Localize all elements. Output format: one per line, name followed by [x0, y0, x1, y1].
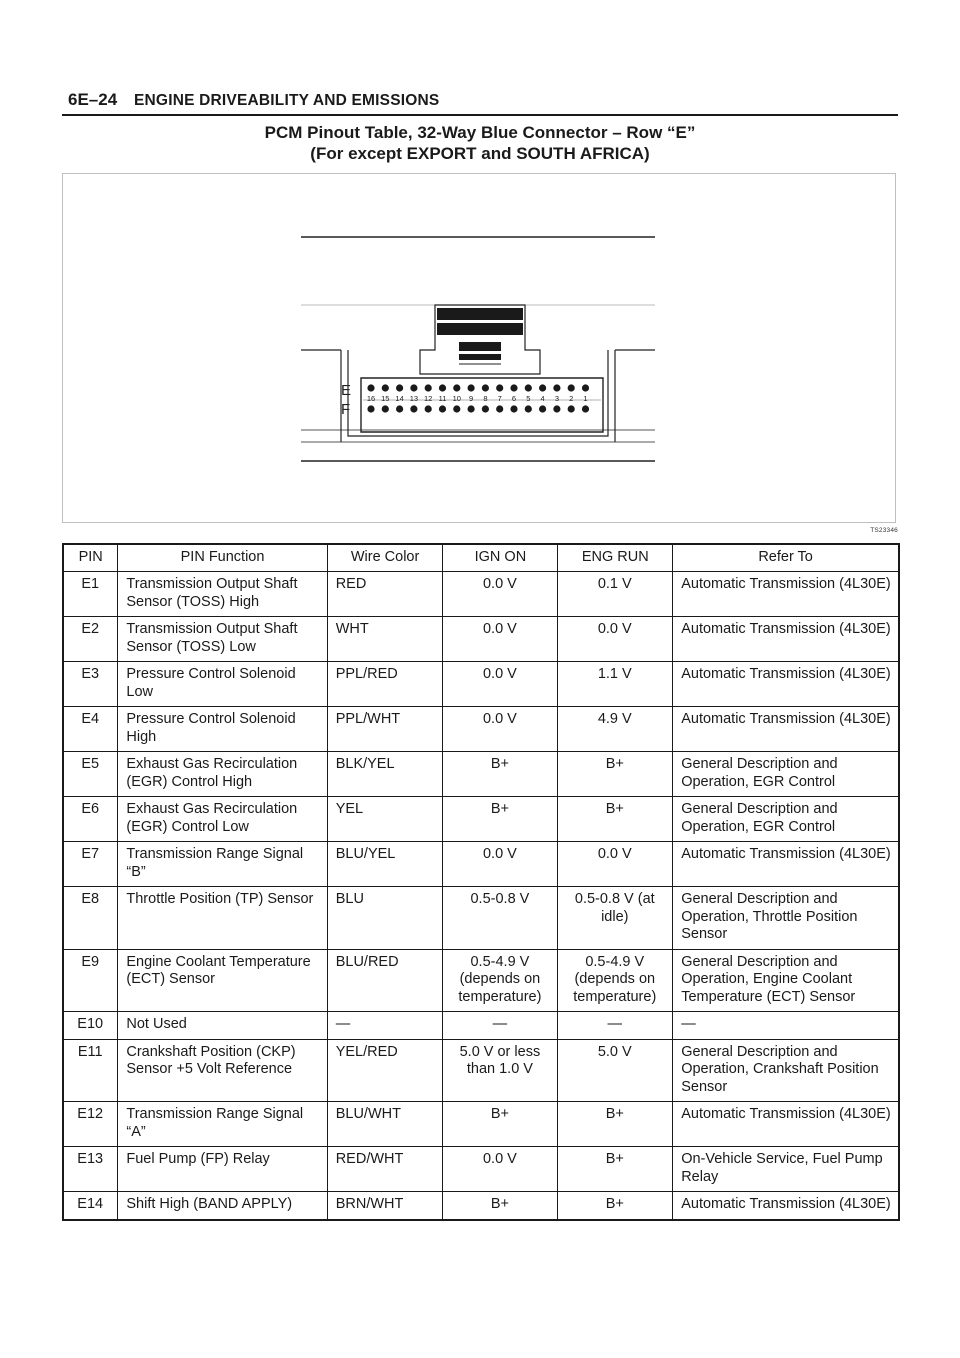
table-row [63, 842, 899, 887]
connector-diagram [63, 174, 897, 524]
pin-f-8 [482, 405, 489, 412]
cell-wire-color: PPL/RED [327, 662, 443, 707]
pin-number-label: 8 [483, 394, 488, 403]
cell-ign-on: — [443, 1012, 558, 1040]
header-eng-run: ENG RUN [558, 544, 673, 572]
cell-eng-run: 5.0 V [558, 1039, 673, 1102]
pin-e-8 [482, 384, 489, 391]
cell-wire-color: RED [327, 572, 443, 617]
cell-ign-on: 0.0 V [443, 572, 558, 617]
pin-number-label: 1 [583, 394, 588, 403]
cell-refer-to: Automatic Transmission (4L30E) [673, 842, 899, 887]
pin-e-14 [396, 384, 403, 391]
header-rule [62, 114, 898, 116]
table-row [63, 949, 899, 1012]
cell-refer-to: Automatic Transmission (4L30E) [673, 1192, 899, 1220]
cell-refer-to: Automatic Transmission (4L30E) [673, 617, 899, 662]
table-row [63, 617, 899, 662]
cell-ign-on: 0.0 V [443, 1147, 558, 1192]
header-wire-color: Wire Color [327, 544, 443, 572]
pin-number-label: 5 [526, 394, 531, 403]
pin-e-5 [525, 384, 532, 391]
cell-function: Not Used [118, 1012, 327, 1040]
pin-number-label: 3 [554, 394, 559, 403]
cell-pin: E10 [63, 1012, 118, 1040]
cell-refer-to: General Description and Operation, EGR Control [673, 797, 899, 842]
pin-number-labels [367, 394, 588, 403]
cell-pin: E13 [63, 1147, 118, 1192]
pin-number-label: 11 [438, 394, 447, 403]
cell-function: Throttle Position (TP) Sensor [118, 887, 327, 950]
cell-function: Engine Coolant Temperature (ECT) Sensor [118, 949, 327, 1012]
cell-pin: E6 [63, 797, 118, 842]
cell-refer-to: General Description and Operation, Crankshaft Position Sensor [673, 1039, 899, 1102]
table-row [63, 887, 899, 950]
cell-eng-run: 0.0 V [558, 617, 673, 662]
cell-function: Exhaust Gas Recirculation (EGR) Control High [118, 752, 327, 797]
cell-pin: E9 [63, 949, 118, 1012]
cell-pin: E11 [63, 1039, 118, 1102]
cell-refer-to: General Description and Operation, Engine Coolant Temperature (ECT) Sensor [673, 949, 899, 1012]
pin-e-16 [367, 384, 374, 391]
cell-eng-run: 0.5-4.9 V (depends on temperature) [558, 949, 673, 1012]
cell-wire-color: YEL/RED [327, 1039, 443, 1102]
pin-number-label: 2 [569, 394, 574, 403]
header-pin-function: PIN Function [118, 544, 327, 572]
table-row [63, 662, 899, 707]
cell-function: Pressure Control Solenoid High [118, 707, 327, 752]
pin-f-4 [539, 405, 546, 412]
table-row [63, 707, 899, 752]
pin-e-15 [382, 384, 389, 391]
table-row [63, 1102, 899, 1147]
pin-number-label: 10 [452, 394, 461, 403]
cell-pin: E7 [63, 842, 118, 887]
table-header-row [63, 544, 899, 572]
pin-f-3 [553, 405, 560, 412]
cell-wire-color: PPL/WHT [327, 707, 443, 752]
pin-number-label: 13 [409, 394, 419, 403]
cell-function: Transmission Output Shaft Sensor (TOSS) High [118, 572, 327, 617]
cell-wire-color: RED/WHT [327, 1147, 443, 1192]
cell-refer-to: On-Vehicle Service, Fuel Pump Relay [673, 1147, 899, 1192]
table-row [63, 797, 899, 842]
pin-number-label: 16 [366, 394, 376, 403]
cell-function: Transmission Output Shaft Sensor (TOSS) Low [118, 617, 327, 662]
pin-f-11 [439, 405, 446, 412]
cell-wire-color: BLU/YEL [327, 842, 443, 887]
figure-code: TS23346 [870, 527, 898, 534]
table-row [63, 572, 899, 617]
pin-number-label: 14 [395, 394, 404, 403]
pin-e-2 [568, 384, 575, 391]
table-row [63, 1192, 899, 1220]
cell-ign-on: B+ [443, 1102, 558, 1147]
table-row [63, 1012, 899, 1040]
cell-eng-run: 0.5-0.8 V (at idle) [558, 887, 673, 950]
cell-ign-on: B+ [443, 752, 558, 797]
section-title: ENGINE DRIVEABILITY AND EMISSIONS [134, 92, 440, 109]
cell-eng-run: B+ [558, 1102, 673, 1147]
cell-eng-run: B+ [558, 797, 673, 842]
cell-pin: E4 [63, 707, 118, 752]
cell-refer-to: Automatic Transmission (4L30E) [673, 707, 899, 752]
row-label-f: F [341, 401, 351, 418]
pin-number-label: 12 [424, 394, 433, 403]
cell-wire-color: BLK/YEL [327, 752, 443, 797]
pin-e-1 [582, 384, 589, 391]
pin-f-2 [568, 405, 575, 412]
pin-number-label: 9 [469, 394, 474, 403]
table-title-line2: (For except EXPORT and SOUTH AFRICA) [310, 144, 650, 163]
table-row [63, 752, 899, 797]
cell-ign-on: 0.5-4.9 V (depends on temperature) [443, 949, 558, 1012]
header-ign-on: IGN ON [443, 544, 558, 572]
pin-f-13 [410, 405, 417, 412]
pin-f-1 [582, 405, 589, 412]
pin-number-label: 7 [497, 394, 502, 403]
header-refer-to: Refer To [673, 544, 899, 572]
page-number: 6E–24 [68, 90, 118, 109]
cell-wire-color: WHT [327, 617, 443, 662]
cell-eng-run: 0.0 V [558, 842, 673, 887]
header-pin: PIN [63, 544, 118, 572]
table-title-line1: PCM Pinout Table, 32-Way Blue Connector – Row “E” [264, 123, 696, 142]
table-title [62, 122, 898, 164]
cell-pin: E14 [63, 1192, 118, 1220]
pin-number-label: 15 [381, 394, 390, 403]
cell-ign-on: 0.0 V [443, 617, 558, 662]
pin-e-6 [510, 384, 517, 391]
cell-wire-color: YEL [327, 797, 443, 842]
cell-eng-run: 4.9 V [558, 707, 673, 752]
pin-number-label: 4 [540, 394, 545, 403]
cell-function: Exhaust Gas Recirculation (EGR) Control Low [118, 797, 327, 842]
table-row [63, 1039, 899, 1102]
cell-refer-to: Automatic Transmission (4L30E) [673, 572, 899, 617]
cell-refer-to: General Description and Operation, EGR Control [673, 752, 899, 797]
cell-ign-on: 0.0 V [443, 707, 558, 752]
cell-ign-on: 0.0 V [443, 842, 558, 887]
pin-f-6 [510, 405, 517, 412]
cell-eng-run: 1.1 V [558, 662, 673, 707]
connector-figure [62, 173, 896, 523]
cell-function: Transmission Range Signal “A” [118, 1102, 327, 1147]
pin-f-12 [425, 405, 432, 412]
cell-ign-on: 0.5-0.8 V [443, 887, 558, 950]
pin-e-10 [453, 384, 460, 391]
pin-f-7 [496, 405, 503, 412]
pin-e-12 [425, 384, 432, 391]
cell-wire-color: BLU [327, 887, 443, 950]
cell-eng-run: B+ [558, 1147, 673, 1192]
cell-eng-run: B+ [558, 1192, 673, 1220]
pin-e-11 [439, 384, 446, 391]
pin-f-10 [453, 405, 460, 412]
pin-e-9 [468, 384, 475, 391]
cell-function: Shift High (BAND APPLY) [118, 1192, 327, 1220]
cell-pin: E12 [63, 1102, 118, 1147]
pin-f-9 [468, 405, 475, 412]
cell-wire-color: BLU/WHT [327, 1102, 443, 1147]
cell-wire-color: BRN/WHT [327, 1192, 443, 1220]
cell-function: Transmission Range Signal “B” [118, 842, 327, 887]
cell-ign-on: 0.0 V [443, 662, 558, 707]
cell-function: Crankshaft Position (CKP) Sensor +5 Volt Reference [118, 1039, 327, 1102]
pin-e-13 [410, 384, 417, 391]
cell-wire-color: — [327, 1012, 443, 1040]
pin-f-16 [367, 405, 374, 412]
cell-ign-on: B+ [443, 797, 558, 842]
pin-f-14 [396, 405, 403, 412]
pin-number-label: 6 [511, 394, 517, 403]
table-row [63, 1147, 899, 1192]
pin-e-7 [496, 384, 503, 391]
cell-pin: E5 [63, 752, 118, 797]
cell-function: Fuel Pump (FP) Relay [118, 1147, 327, 1192]
cell-eng-run: B+ [558, 752, 673, 797]
cell-pin: E8 [63, 887, 118, 950]
cell-refer-to: Automatic Transmission (4L30E) [673, 1102, 899, 1147]
cell-function: Pressure Control Solenoid Low [118, 662, 327, 707]
cell-pin: E3 [63, 662, 118, 707]
cell-refer-to: General Description and Operation, Throttle Position Sensor [673, 887, 899, 950]
pin-f-15 [382, 405, 389, 412]
cell-ign-on: B+ [443, 1192, 558, 1220]
cell-refer-to: Automatic Transmission (4L30E) [673, 662, 899, 707]
row-label-e: E [341, 382, 352, 399]
pin-f-5 [525, 405, 532, 412]
pin-e-4 [539, 384, 546, 391]
cell-pin: E1 [63, 572, 118, 617]
pinout-table [62, 543, 900, 1221]
cell-eng-run: — [558, 1012, 673, 1040]
pin-row-f [367, 405, 589, 412]
pin-e-3 [553, 384, 560, 391]
cell-ign-on: 5.0 V or less than 1.0 V [443, 1039, 558, 1102]
cell-refer-to: — [673, 1012, 899, 1040]
pin-row-e [367, 384, 589, 391]
cell-wire-color: BLU/RED [327, 949, 443, 1012]
cell-eng-run: 0.1 V [558, 572, 673, 617]
cell-pin: E2 [63, 617, 118, 662]
